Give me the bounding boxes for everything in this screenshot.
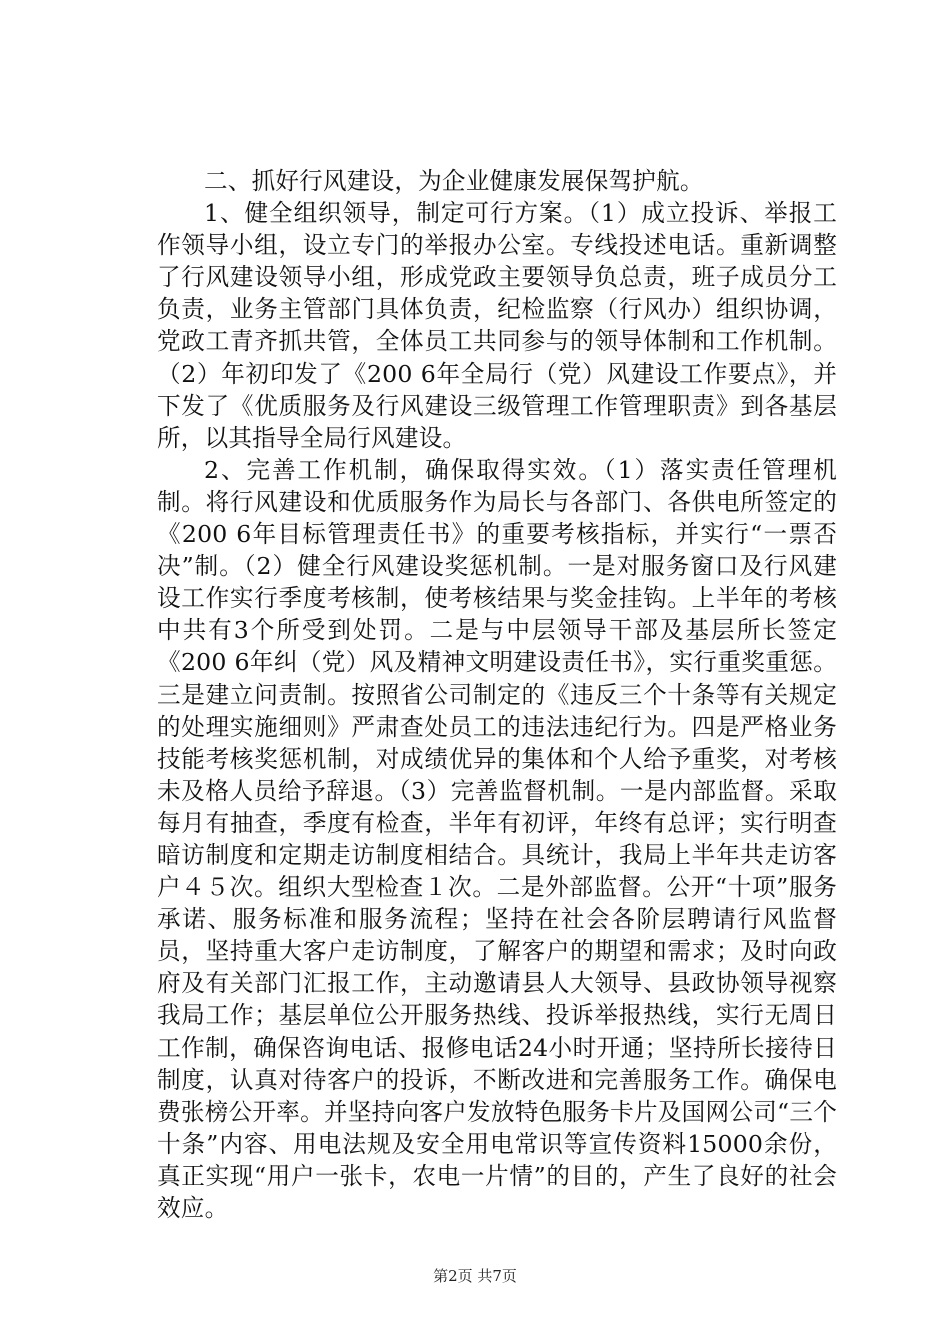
paragraph-organization: 1、健全组织领导，制定可行方案。（1）成立投诉、举报工作领导小组，设立专门的举报办公室。专线投述电话。重新调整了行风建设领导小组，形成党政主要领导负总责，班子成员分工负责，业务主管部门具体负责，纪检监察（行风办）组织协调，党政工青齐抓共管，全体员工共同参与的领导体制和工作机制。（2）年初印发了《200 6年全局行（党）风建设工作要点》，并下发了《优质服务及行风建设三级管理工作管理职责》到各基层所，以其指导全局行风建设。: [157, 199, 837, 452]
document-body: [157, 165, 837, 1224]
page-footer: 第2页 共7页: [433, 1267, 517, 1285]
section-heading: 二、抓好行风建设，为企业健康发展保驾护航。: [204, 167, 704, 195]
paragraph-mechanism: 2、完善工作机制，确保取得实效。（1）落实责任管理机制。将行风建设和优质服务作为局长与各部门、各供电所签定的《200 6年目标管理责任书》的重要考核指标，并实行“一票否决”制。（2）健全行风建设奖惩机制。一是对服务窗口及行风建设工作实行季度考核制，使考核结果与奖金挂钩。上半年的考核中共有3个所受到处罚。二是与中层领导干部及基层所长签定《200 6年纠（党）风及精神文明建设责任书》，实行重奖重惩。三是建立问责制。按照省公司制定的《违反三个十条等有关规定的处理实施细则》严肃查处员工的违法违纪行为。四是严格业务技能考核奖惩机制，对成绩优异的集体和个人给予重奖，对考核未及格人员给予辞退。（3）完善监督机制。一是内部监督。采取每月有抽查，季度有检查，半年有初评，年终有总评；实行明查暗访制度和定期走访制度相结合。具统计，我局上半年共走访客户４５次。组织大型检查１次。二是外部监督。公开“十项”服务承诺、服务标准和服务流程；坚持在社会各阶层聘请行风监督员，坚持重大客户走访制度，了解客户的期望和需求；及时向政府及有关部门汇报工作，主动邀请县人大领导、县政协领导视察我局工作；基层单位公开服务热线、投诉举报热线，实行无周日工作制，确保咨询电话、报修电话24小时开通；坚持所长接待日制度，认真对待客户的投诉，不断改进和完善服务工作。确保电费张榜公开率。并坚持向客户发放特色服务卡片及国网公司“三个十条”内容、用电法规及安全用电常识等宣传资料15000余份，真正实现“用户一张卡，农电一片情”的目的，产生了良好的社会效应。: [157, 455, 837, 1222]
